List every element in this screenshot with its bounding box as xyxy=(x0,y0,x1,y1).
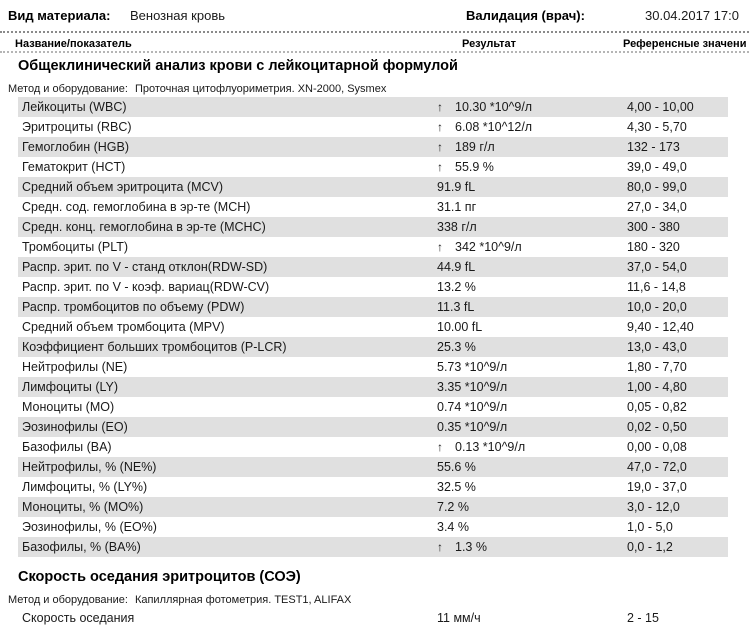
table-row xyxy=(18,277,728,297)
parameter-name: Моноциты, % (MO%) xyxy=(22,500,144,514)
parameter-name: Лимфоциты (LY) xyxy=(22,380,119,394)
result-value: 3.35 *10^9/л xyxy=(437,380,508,394)
table-row xyxy=(18,117,728,137)
result-value: 3.4 % xyxy=(437,520,469,534)
method-line xyxy=(8,83,749,95)
reference-range: 47,0 - 72,0 xyxy=(627,460,687,474)
method-label: Метод и оборудование: xyxy=(8,594,128,606)
reference-range: 27,0 - 34,0 xyxy=(627,200,687,214)
parameter-name: Распр. тромбоцитов по объему (PDW) xyxy=(22,300,245,314)
method-label: Метод и оборудование: xyxy=(8,83,128,95)
reference-range: 0,00 - 0,08 xyxy=(627,440,687,454)
high-flag-icon: ↑ xyxy=(437,440,443,454)
result-value: 1.3 % xyxy=(455,540,487,554)
column-header-result: Результат xyxy=(462,38,517,50)
result-cell xyxy=(437,457,627,477)
table-row xyxy=(18,257,728,277)
report-section xyxy=(0,58,749,557)
parameter-name: Коэффициент больших тромбоцитов (P-LCR) xyxy=(22,340,287,354)
table-row xyxy=(18,177,728,197)
reference-range: 11,6 - 14,8 xyxy=(627,280,686,294)
result-value: 25.3 % xyxy=(437,340,476,354)
column-header-reference: Референсные значени xyxy=(623,38,747,50)
result-value: 7.2 % xyxy=(437,500,469,514)
parameter-name: Моноциты (MO) xyxy=(22,400,115,414)
result-value: 55.9 % xyxy=(455,160,494,174)
report-body xyxy=(0,58,749,628)
reference-range: 1,00 - 4,80 xyxy=(627,380,687,394)
table-row xyxy=(18,517,728,537)
method-value: Проточная цитофлуориметрия. XN-2000, Sysmex xyxy=(134,83,387,95)
parameter-name: Распр. эрит. по V - коэф. вариац(RDW-CV) xyxy=(22,280,270,294)
reference-range: 0,05 - 0,82 xyxy=(627,400,687,414)
reference-range: 13,0 - 43,0 xyxy=(627,340,687,354)
table-row xyxy=(18,377,728,397)
reference-range: 300 - 380 xyxy=(627,220,680,234)
report-section xyxy=(0,569,749,628)
result-value: 338 г/л xyxy=(437,220,477,234)
table-row xyxy=(18,97,728,117)
table-row xyxy=(18,437,728,457)
parameter-name: Средн. конц. гемоглобина в эр-те (MCHC) xyxy=(22,220,266,234)
result-cell xyxy=(437,177,627,197)
high-flag-icon: ↑ xyxy=(437,240,443,254)
result-value: 55.6 % xyxy=(437,460,476,474)
result-value: 91.9 fL xyxy=(437,180,476,194)
parameter-name: Нейтрофилы (NE) xyxy=(22,360,128,374)
reference-range: 132 - 173 xyxy=(627,140,680,154)
reference-range: 39,0 - 49,0 xyxy=(627,160,687,174)
method-line xyxy=(8,594,749,606)
result-cell xyxy=(437,537,627,557)
section-title: Скорость оседания эритроцитов (СОЭ) xyxy=(18,569,301,585)
result-value: 5.73 *10^9/л xyxy=(437,360,508,374)
result-cell xyxy=(437,377,627,397)
reference-range: 1,0 - 5,0 xyxy=(627,520,673,534)
parameter-name: Эозинофилы, % (EO%) xyxy=(22,520,157,534)
result-value: 342 *10^9/л xyxy=(455,240,522,254)
parameter-name: Базофилы (BA) xyxy=(22,440,112,454)
result-cell xyxy=(437,337,627,357)
parameter-name: Лейкоциты (WBC) xyxy=(22,100,127,114)
parameter-name: Нейтрофилы, % (NE%) xyxy=(22,460,157,474)
reference-range: 9,40 - 12,40 xyxy=(627,320,694,334)
validation-label: Валидация (врач): xyxy=(466,8,585,23)
result-cell xyxy=(437,517,627,537)
result-value: 11 мм/ч xyxy=(437,611,481,625)
high-flag-icon: ↑ xyxy=(437,140,443,154)
section-title: Общеклинический анализ крови с лейкоцитарной формулой xyxy=(18,58,458,74)
table-row xyxy=(18,137,728,157)
reference-range: 19,0 - 37,0 xyxy=(627,480,687,494)
reference-range: 0,0 - 1,2 xyxy=(627,540,673,554)
parameter-name: Базофилы, % (BA%) xyxy=(22,540,141,554)
table-row xyxy=(18,157,728,177)
table-row xyxy=(18,477,728,497)
result-cell xyxy=(437,317,627,337)
result-cell xyxy=(437,197,627,217)
high-flag-icon: ↑ xyxy=(437,160,443,174)
parameter-name: Эритроциты (RBC) xyxy=(22,120,132,134)
method-value: Капиллярная фотометрия. TEST1, ALIFAX xyxy=(134,594,352,606)
parameter-name: Эозинофилы (EO) xyxy=(22,420,128,434)
results-table xyxy=(18,608,728,628)
parameter-name: Средний объем тромбоцита (MPV) xyxy=(22,320,225,334)
reference-range: 4,00 - 10,00 xyxy=(627,100,694,114)
result-cell xyxy=(437,257,627,277)
result-cell xyxy=(437,357,627,377)
parameter-name: Лимфоциты, % (LY%) xyxy=(22,480,148,494)
parameter-name: Скорость оседания xyxy=(22,611,135,625)
result-value: 0.74 *10^9/л xyxy=(437,400,508,414)
result-value: 10.00 fL xyxy=(437,320,483,334)
reference-range: 10,0 - 20,0 xyxy=(627,300,687,314)
parameter-name: Распр. эрит. по V - станд отклон(RDW-SD) xyxy=(22,260,268,274)
result-cell xyxy=(437,297,627,317)
table-row xyxy=(18,357,728,377)
result-value: 32.5 % xyxy=(437,480,476,494)
high-flag-icon: ↑ xyxy=(437,100,443,114)
table-row xyxy=(18,217,728,237)
parameter-name: Тромбоциты (PLT) xyxy=(22,240,129,254)
result-value: 13.2 % xyxy=(437,280,476,294)
result-value: 11.3 fL xyxy=(437,300,475,314)
material-type-label: Вид материала: xyxy=(8,8,111,23)
result-cell xyxy=(437,97,627,117)
table-row xyxy=(18,317,728,337)
result-cell xyxy=(437,417,627,437)
parameter-name: Гемоглобин (HGB) xyxy=(22,140,130,154)
result-value: 0.13 *10^9/л xyxy=(455,440,526,454)
result-cell xyxy=(437,608,627,628)
table-row xyxy=(18,237,728,257)
result-value: 31.1 пг xyxy=(437,200,477,214)
result-value: 6.08 *10^12/л xyxy=(455,120,533,134)
table-row xyxy=(18,608,728,628)
high-flag-icon: ↑ xyxy=(437,540,443,554)
table-row xyxy=(18,197,728,217)
result-cell xyxy=(437,497,627,517)
table-column-headers xyxy=(0,33,749,53)
result-cell xyxy=(437,157,627,177)
result-value: 0.35 *10^9/л xyxy=(437,420,508,434)
reference-range: 2 - 15 xyxy=(627,611,659,625)
results-table xyxy=(18,97,728,557)
reference-range: 80,0 - 99,0 xyxy=(627,180,687,194)
reference-range: 3,0 - 12,0 xyxy=(627,500,680,514)
high-flag-icon: ↑ xyxy=(437,120,443,134)
column-header-name: Название/показатель xyxy=(15,38,132,50)
result-cell xyxy=(437,237,627,257)
reference-range: 1,80 - 7,70 xyxy=(627,360,687,374)
material-type-value: Венозная кровь xyxy=(130,8,226,23)
table-row xyxy=(18,457,728,477)
result-cell xyxy=(437,437,627,457)
reference-range: 37,0 - 54,0 xyxy=(627,260,687,274)
result-value: 44.9 fL xyxy=(437,260,476,274)
reference-range: 0,02 - 0,50 xyxy=(627,420,687,434)
table-row xyxy=(18,497,728,517)
result-cell xyxy=(437,397,627,417)
result-cell xyxy=(437,277,627,297)
parameter-name: Средний объем эритроцита (MCV) xyxy=(22,180,224,194)
table-row xyxy=(18,417,728,437)
result-value: 10.30 *10^9/л xyxy=(455,100,533,114)
table-row xyxy=(18,397,728,417)
result-cell xyxy=(437,117,627,137)
parameter-name: Гематокрит (HCT) xyxy=(22,160,126,174)
table-row xyxy=(18,337,728,357)
reference-range: 4,30 - 5,70 xyxy=(627,120,687,134)
result-cell xyxy=(437,217,627,237)
validation-date: 30.04.2017 17:0 xyxy=(645,8,739,23)
reference-range: 180 - 320 xyxy=(627,240,680,254)
result-cell xyxy=(437,477,627,497)
result-value: 189 г/л xyxy=(455,140,495,154)
parameter-name: Средн. сод. гемоглобина в эр-те (MCH) xyxy=(22,200,251,214)
result-cell xyxy=(437,137,627,157)
table-row xyxy=(18,297,728,317)
report-header xyxy=(0,0,749,33)
table-row xyxy=(18,537,728,557)
